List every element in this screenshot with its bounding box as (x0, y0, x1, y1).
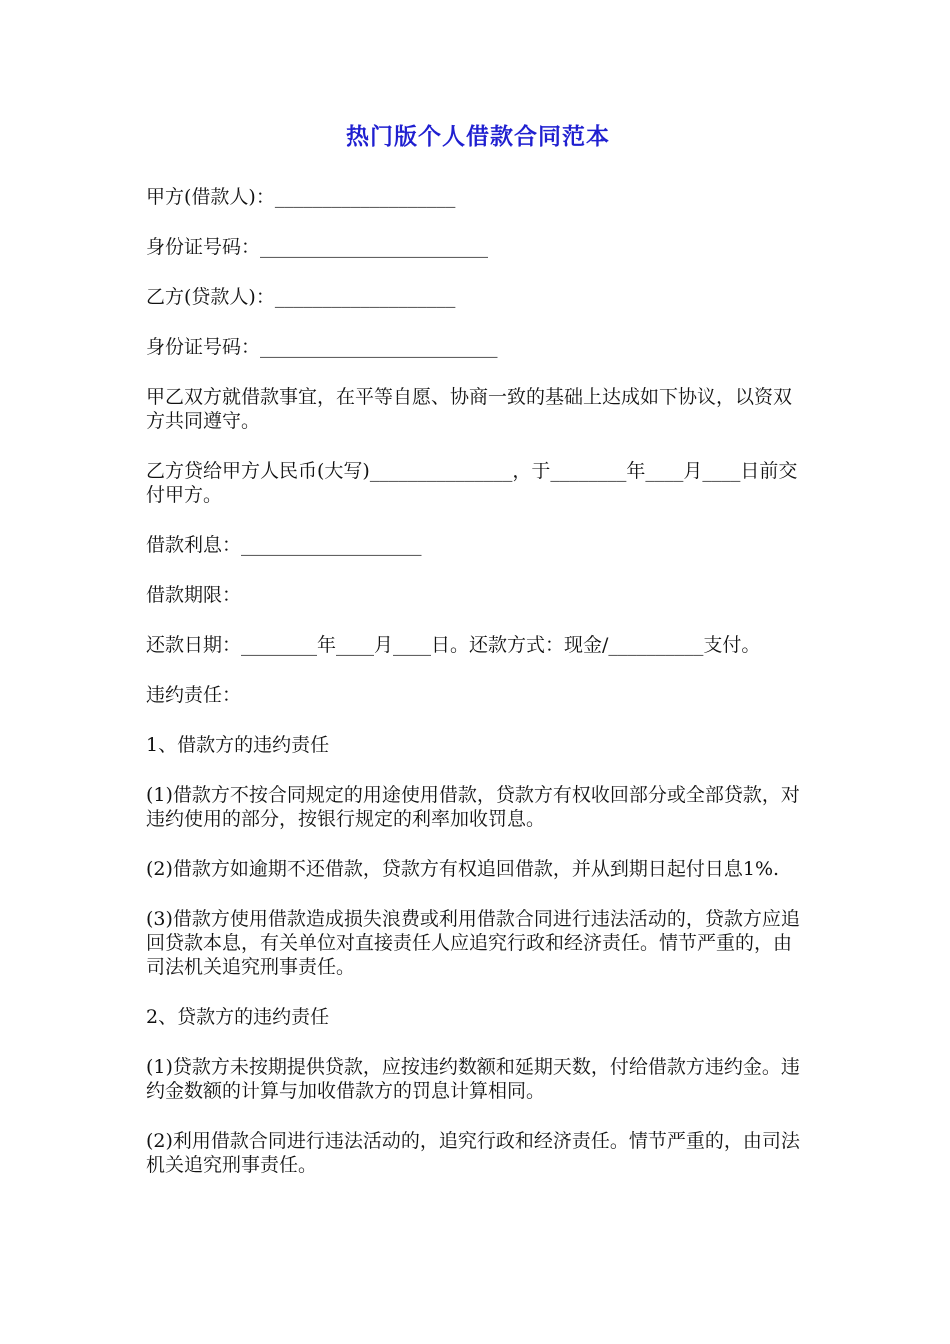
repayment-clause: 还款日期：________年____月____日。还款方式：现金/__________支付。 (146, 634, 761, 656)
liability-heading: 违约责任： (146, 684, 242, 706)
loan-amount-clause: 乙方贷给甲方人民币(大写)_______________，于________年____月____日前交付甲方。 (146, 460, 798, 506)
borrower-liability-1: (1)借款方不按合同规定的用途使用借款，贷款方有权收回部分或全部贷款，对违约使用的部分，按银行规定的利率加收罚息。 (146, 784, 800, 830)
lender-liability-2: (2)利用借款合同进行违法活动的，追究行政和经济责任。情节严重的，由司法机关追究刑事责任。 (146, 1130, 800, 1176)
lender-liability-1: (1)贷款方未按期提供贷款，应按违约数额和延期天数，付给借款方违约金。违约金数额的计算与加收借款方的罚息计算相同。 (146, 1056, 800, 1102)
borrower-liability-heading: 1、借款方的违约责任 (146, 734, 330, 756)
document-title: 热门版个人借款合同范本 (346, 124, 610, 150)
borrower-liability-2: (2)借款方如逾期不还借款，贷款方有权追回借款，并从到期日起付日息1%. (146, 858, 780, 880)
loan-interest-line: 借款利息：___________________ (146, 534, 422, 556)
borrower-liability-3: (3)借款方使用借款造成损失浪费或利用借款合同进行违法活动的，贷款方应追回贷款本息，有关单位对直接责任人应追究行政和经济责任。情节严重的，由司法机关追究刑事责任。 (146, 908, 800, 978)
party-b-id-line: 身份证号码：_________________________ (146, 336, 498, 358)
agreement-preamble: 甲乙双方就借款事宜，在平等自愿、协商一致的基础上达成如下协议，以资双方共同遵守。 (146, 386, 793, 432)
lender-liability-heading: 2、贷款方的违约责任 (146, 1006, 330, 1028)
party-a-line: 甲方(借款人)：___________________ (146, 186, 456, 208)
party-a-id-line: 身份证号码：________________________ (146, 236, 489, 258)
party-b-line: 乙方(贷款人)：___________________ (146, 286, 456, 308)
loan-term-line: 借款期限： (146, 584, 242, 606)
